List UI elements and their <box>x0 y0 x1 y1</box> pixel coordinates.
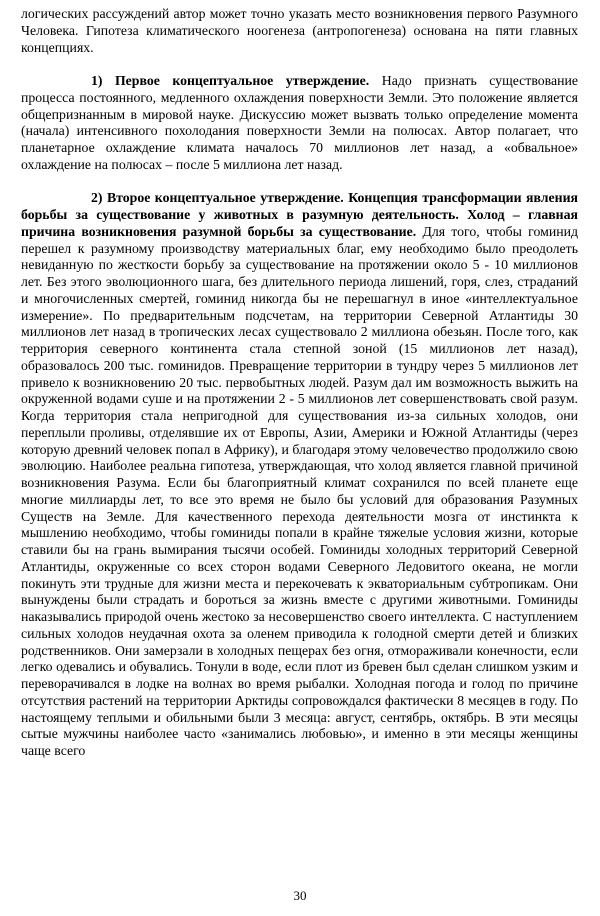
paragraph-gap <box>21 174 578 191</box>
section-2-paragraph <box>21 190 578 760</box>
section-2-heading: 2) Второе концептуальное утверждение. Концепция трансформации явления борьбы за существование у животных в разумную деятельность. Холод – главная причина возникновения разумной борьбы за существование. <box>21 190 578 239</box>
section-1-heading: 1) Первое концептуальное утверждение. <box>91 73 370 88</box>
intro-paragraph: логических рассуждений автор может точно указать место возникновения первого Разумного Человека. Гипотеза климатического ноогенеза (антропогенеза) основана на пяти главных концепциях. <box>21 6 578 55</box>
paragraph-gap <box>21 56 578 73</box>
page-number: 30 <box>293 888 307 903</box>
section-1-body: Надо признать существование процесса постоянного, медленного охлаждения поверхности Земли. Это положение является общепризнанным в мировой науке. Дискуссию может вызвать только определение момента (начала) интенсивного похолодания поверхности Земли на полюсах. Автор полагает, что планетарное охлаждение климата началось 70 миллионов лет назад, а «обвальное» охлаждение на полюсах – после 5 миллиона лет назад. <box>21 73 578 172</box>
section-2-body: Для того, чтобы гоминид перешел к разумному производству материальных благ, ему необходимо было преодолеть невиданную по жесткости борьбу за существование на протяжении около 5 - 10 миллионов лет. Без этого эволюционного шага, без длительного периода лишений, горя, слез, страданий и многочисленных смертей, гоминид никогда бы не перешагнул в иное «интеллектуальное измерение». По предварительным подсчетам, на территории Северной Атлантиды 30 миллионов лет назад в тропических лесах существовало 2 миллиона обезьян. После того, как территория северного континента стала степной зоной (15 миллионов лет назад), образовалось 200 тыс. гоминидов. Превращение территории в тундру через 5 миллионов лет привело к возникновению 20 тыс. первобытных людей. Разум дал им возможность выжить на окруженной водами суше и на протяжении 2 - 5 миллионов лет совершенствовать свой разум. Когда территория стала непригодной для существования из-за сильных холодов, они переплыли проливы, отделявшие их от Европы, Азии, Америки и Южной Атлантиды (через которую древний человек попал в Африку), и благодаря этому человечество продолжило свою эволюцию. Наиболее реальна гипотеза, утверждающая, что холод является главной причиной возникновения Разума. Если бы благоприятный климат сохранился по всей планете еще многие миллиарды лет, то все это время не было бы условий для образования Разумных Существ на Земле. Для качественного перехода деятельности мозга от инстинкта к мышлению необходимо, чтобы гоминиды попали в крайне тяжелые условия жизни, которые ставили бы на грань вымирания тысячи особей. Гоминиды холодных территорий Северной Атлантиды, окруженные со всех сторон водами Северного Ледовитого океана, не могли покинуть эти трудные для жизни места и перекочевать к экваториальным субтропикам. Они вынуждены были страдать и бороться за жизнь вместе с другими животными. Гоминиды наказывались природой очень жестоко за несовершенство своего интеллекта. С наступлением сильных холодов неудачная охота за оленем приводила к голодной смерти детей и близких родственников. Они замерзали в холодных пещерах без огня, отмораживали конечности, если легко одевались и обувались. Тонули в воде, если плот из бревен был сделан слишком узким и переворачивался в лодке на волнах во время рыбалки. Холодная погода и голод по причине отсутствия растений на территории Арктиды сопровождался фактически 8 месяцев в году. По настоящему теплыми и обильными были 3 месяца: август, сентябрь, октябрь. В эти месяцы сытые мужчины наиболее часто «занимались любовью», и именно в эти месяцы женщины чаще всего <box>21 223 578 758</box>
section-1-paragraph <box>21 73 578 174</box>
